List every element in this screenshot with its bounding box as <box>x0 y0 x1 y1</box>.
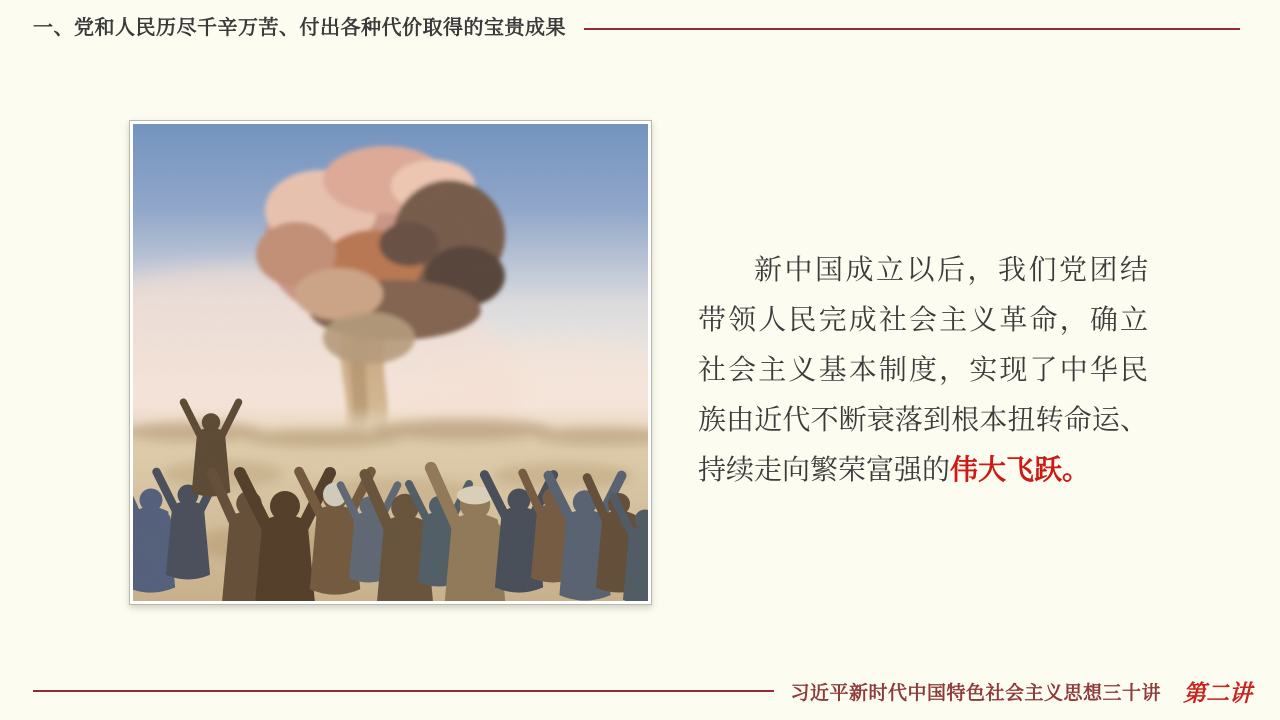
body-line <box>698 295 1148 345</box>
footer-course-title: 习近平新时代中国特色社会主义思想三十讲 <box>790 682 1161 704</box>
body-line <box>698 345 1148 395</box>
highlight-period: 。 <box>1062 454 1091 485</box>
body-line-text: 新中国成立以后，我们党团结 <box>754 254 1148 285</box>
body-line-text: 持续走向繁荣富强的 <box>698 454 951 485</box>
header-rule <box>584 28 1240 30</box>
slide-footer <box>33 676 1252 706</box>
footer-lecture-badge: 第二讲 <box>1183 680 1252 706</box>
body-line-text: 带领人民完成社会主义革命，确立 <box>698 304 1148 335</box>
photo <box>129 120 652 605</box>
header-title: 一、党和人民历尽千辛万苦、付出各种代价取得的宝贵成果 <box>33 17 566 39</box>
body-line <box>698 245 1148 295</box>
body-line-text: 族由近代不断衰落到根本扭转命运、 <box>698 404 1148 435</box>
body-line <box>698 395 1148 445</box>
body-line-text: 社会主义基本制度，实现了中华民 <box>698 354 1148 385</box>
slide-header <box>33 14 1240 42</box>
footer-rule <box>33 690 774 692</box>
mushroom-cloud-photo <box>133 124 648 601</box>
body-line <box>698 445 1148 495</box>
body-paragraph <box>698 245 1148 495</box>
highlight-phrase: 伟大飞跃 <box>950 454 1063 485</box>
